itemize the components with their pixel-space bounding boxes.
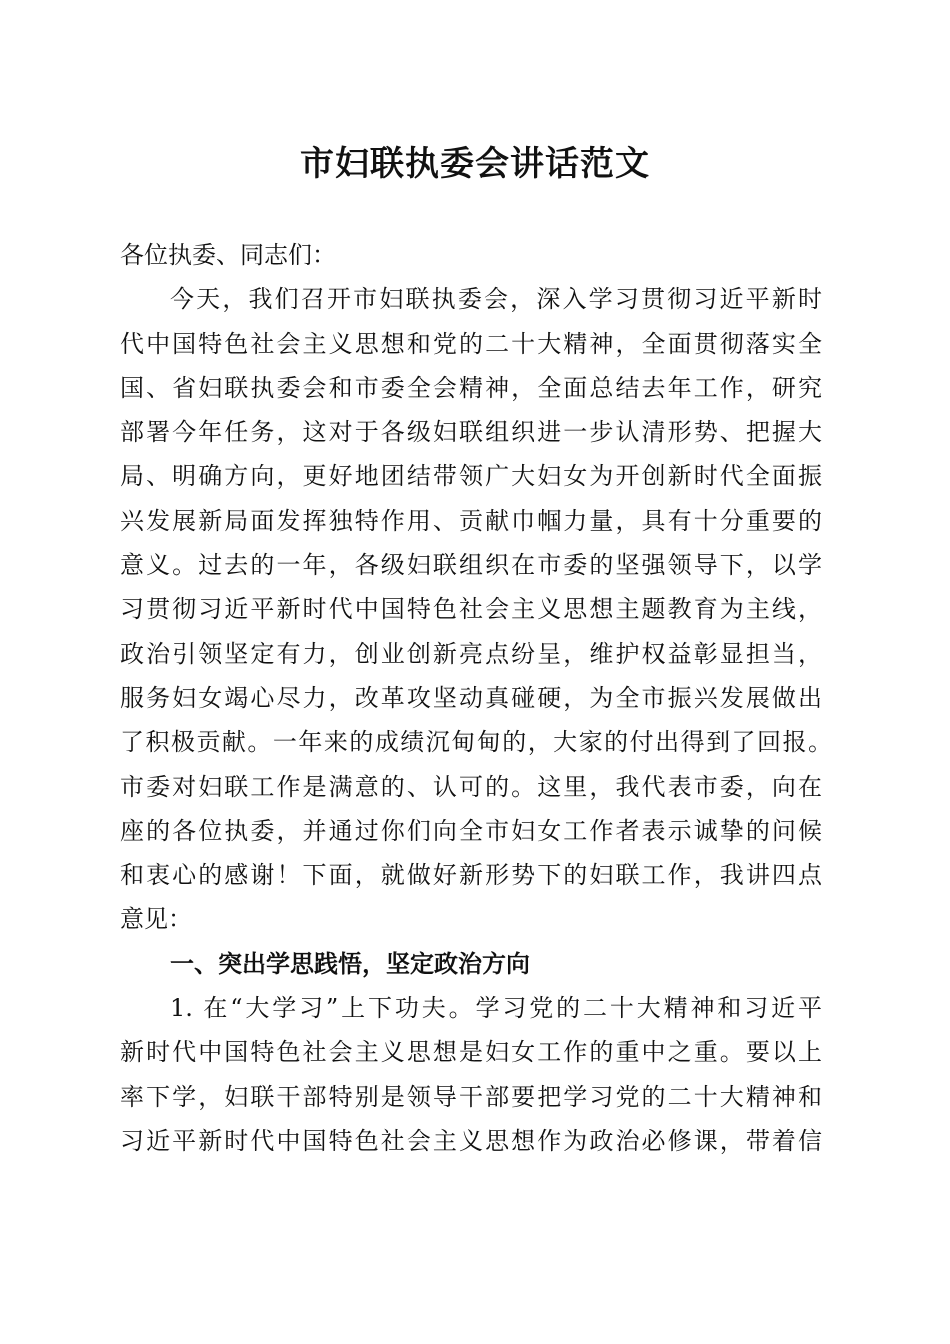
paragraph-line: 和衷心的感谢！下面，就做好新形势下的妇联工作，我讲四点 <box>120 861 822 890</box>
paragraph-line: 习贯彻习近平新时代中国特色社会主义思想主题教育为主线， <box>120 595 822 624</box>
paragraph-line: 政治引领坚定有力，创业创新亮点纷呈，维护权益彰显担当， <box>120 639 822 668</box>
paragraph-line: 部署今年任务，这对于各级妇联组织进一步认清形势、把握大 <box>120 418 822 447</box>
paragraph-line: 意见： <box>120 905 192 934</box>
paragraph-line: 座的各位执委，并通过你们向全市妇女工作者表示诚挚的问候 <box>120 816 822 845</box>
document-title: 市妇联执委会讲话范文 <box>300 144 650 184</box>
document-body <box>120 233 832 1163</box>
paragraph-line: 了积极贡献。一年来的成绩沉甸甸的，大家的付出得到了回报。 <box>120 728 832 757</box>
salutation: 各位执委、同志们： <box>120 241 336 269</box>
paragraph-line: 意义。过去的一年，各级妇联组织在市委的坚强领导下，以学 <box>120 551 822 580</box>
paragraph-line: 国、省妇联执委会和市委全会精神，全面总结去年工作，研究 <box>120 373 822 402</box>
paragraph-line: 1. 在“大学习”上下功夫。学习党的二十大精神和习近平 <box>170 994 822 1023</box>
paragraph-line: 服务妇女竭心尽力，改革攻坚动真碰硬，为全市振兴发展做出 <box>120 683 822 712</box>
paragraph-line: 新时代中国特色社会主义思想是妇女工作的重中之重。要以上 <box>120 1038 822 1067</box>
paragraph-line: 代中国特色社会主义思想和党的二十大精神，全面贯彻落实全 <box>120 329 822 358</box>
paragraph-line: 市委对妇联工作是满意的、认可的。这里，我代表市委，向在 <box>120 772 822 801</box>
paragraph-line: 兴发展新局面发挥独特作用、贡献巾帼力量，具有十分重要的 <box>120 506 822 535</box>
paragraph-line: 习近平新时代中国特色社会主义思想作为政治必修课，带着信 <box>120 1126 822 1155</box>
paragraph-line: 今天，我们召开市妇联执委会，深入学习贯彻习近平新时 <box>170 285 822 314</box>
section-heading: 一、突出学思践悟，坚定政治方向 <box>170 949 530 978</box>
paragraph-line: 局、明确方向，更好地团结带领广大妇女为开创新时代全面振 <box>120 462 822 491</box>
paragraph-line: 率下学，妇联干部特别是领导干部要把学习党的二十大精神和 <box>120 1082 822 1111</box>
